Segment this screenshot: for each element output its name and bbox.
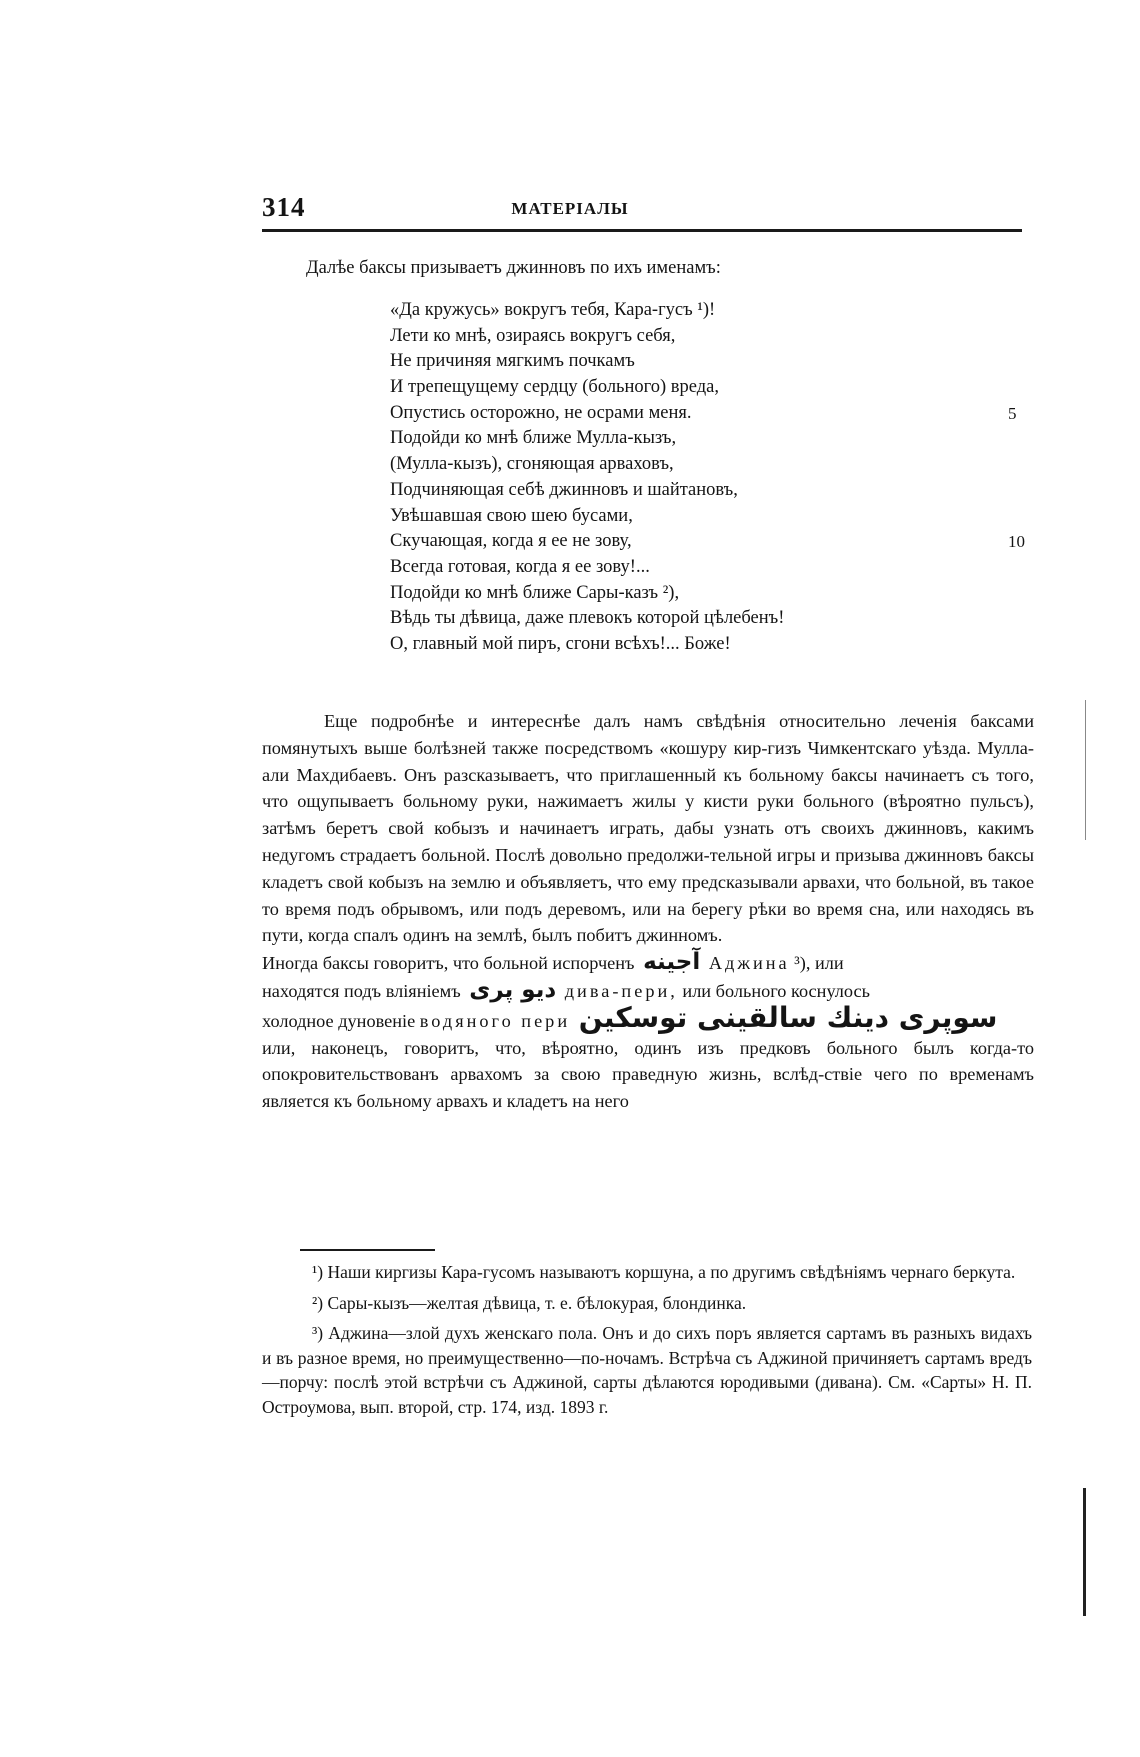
verse-line: Подойди ко мнѣ ближе Сары-казъ ²), — [390, 582, 680, 603]
page-edge-mark — [1085, 700, 1086, 840]
running-head: МАТЕРІАЛЫ — [511, 199, 629, 218]
verse-line: Всегда готовая, когда я ее зову!... — [390, 556, 650, 577]
verse-line-number: 10 — [1008, 532, 1025, 552]
footnote-1: ¹) Наши киргизы Кара-гусомъ называютъ коршуна, а по другимъ свѣдѣніямъ чернаго беркута. — [312, 1262, 1016, 1282]
verse-block — [390, 298, 1025, 658]
verse-line: Подойди ко мнѣ ближе Мулла-кызъ, — [390, 428, 677, 449]
term-ajina: Аджина — [708, 953, 790, 974]
body-text-part1: Еще подробнѣе и интереснѣе далъ намъ свѣдѣнія относительно леченія баксами помянутыхъ выше болѣзней также посредствомъ «кошуру кир-гизъ Чимкентскаго уѣзда. Мулла-али Махдибаевъ. Онъ разсказываетъ, что приглашенный къ больному баксы начинаетъ съ того, что ощупываетъ больному руки, нажимаетъ жилы у кисти руки больного (вѣроятно пульсъ), затѣмъ беретъ свой кобызъ и начинаетъ играть, дабы узнать отъ своихъ джинновъ, какимъ недугомъ страдаетъ больной. Послѣ довольно предолжи-тельной игры и призыва джинновъ баксы кладетъ свой кобызъ на землю и объявляетъ, что ему предсказывали арваxи, что больной, въ такое то время подъ обрывомъ, или подъ деревомъ, или на берегу рѣки во время сна, или находясь въ пути, когда спалъ одинъ на землѣ, былъ побитъ джинномъ. — [262, 711, 1034, 946]
footnote-3: ³) Аджина—злой духъ женскаго пола. Онъ и до сихъ поръ является сартамъ въ разныхъ видахъ и въ разное время, но преимущественно—по-ночамъ. Встрѣча съ Аджиной причиняетъ сартамъ вредъ—порчу: послѣ этой встрѣчи съ Аджиной, сарты дѣлаются юродивыми (дивана). См. «Сарты» Н. П. Остроумова, вып. второй, стр. 174, изд. 1893 г. — [262, 1323, 1032, 1417]
verse-line: Лети ко мнѣ, озираясь вокругъ себя, — [390, 325, 676, 346]
verse-line: «Да кружусь» вокругъ тебя, Кара-гусъ ¹)! — [390, 300, 716, 320]
verse-line: Опустись осторожно, не осрами меня. 5 — [390, 401, 1020, 427]
body-paragraph — [262, 708, 1034, 1115]
verse-line-number: 5 — [1008, 403, 1017, 423]
term-water-peri: водяного пери — [419, 1010, 571, 1031]
page-number: 314 — [262, 192, 306, 222]
page-edge-mark — [1083, 1488, 1086, 1616]
arabic-term-water-peri: سوپری دینك سالقینی توسکین — [578, 1000, 998, 1034]
verse-line: И трепещущему сердцу (больного) вреда, — [390, 377, 720, 398]
verse-line: Увѣшавшая свою шею бусами, — [390, 505, 633, 526]
mixed-line-aji: Иногда баксы говоритъ, что больной испорченъ آجینه Аджина ³), или — [262, 949, 844, 976]
intro-line: Далѣе баксы призываетъ джинновъ по ихъ именамъ: — [306, 258, 721, 278]
footnotes — [262, 1260, 1032, 1425]
verse-line: (Мулла-кызъ), сгоняющая арваховъ, — [390, 454, 674, 475]
verse-line: Скучающая, когда я ее не зову, 10 — [390, 529, 1020, 555]
verse-line: Не причиняя мягкимъ почкамъ — [390, 351, 635, 372]
header-rule — [262, 229, 1022, 232]
footnote-rule — [300, 1249, 435, 1251]
mixed-line-water-peri: холодное дуновеніе водяного пери سوپری دینك سالقینی توسکین — [262, 1005, 1034, 1035]
mixed-line-diva: находятся подъ вліяніемъ دیو پری дива-пери, или больного коснулось — [262, 976, 870, 1003]
verse-line: О, главный мой пиръ, сгони всѣхъ!... Боже! — [390, 633, 731, 654]
arabic-term-diva-peri: دیو پری — [469, 976, 557, 1003]
arabic-term-ajina: آجینه — [643, 949, 701, 976]
verse-line: Вѣдь ты дѣвица, даже плевокъ которой цѣлебенъ! — [390, 608, 785, 629]
verse-line: Подчиняющая себѣ джинновъ и шайтановъ, — [390, 479, 738, 500]
footnote-2: ²) Сары-кызъ—желтая дѣвица, т. е. бѣлокурая, блондинка. — [312, 1292, 747, 1313]
term-diva-peri: дива-пери, — [564, 980, 678, 1001]
body-text-part2: или, наконецъ, говоритъ, что, вѣроятно, одинъ изъ предковъ больного былъ когда-то опокровительствованъ арвахомъ за свою праведную жизнь, вслѣд-ствіе чего по временамъ является къ больному арвахъ и кладетъ на него — [262, 1037, 1034, 1112]
